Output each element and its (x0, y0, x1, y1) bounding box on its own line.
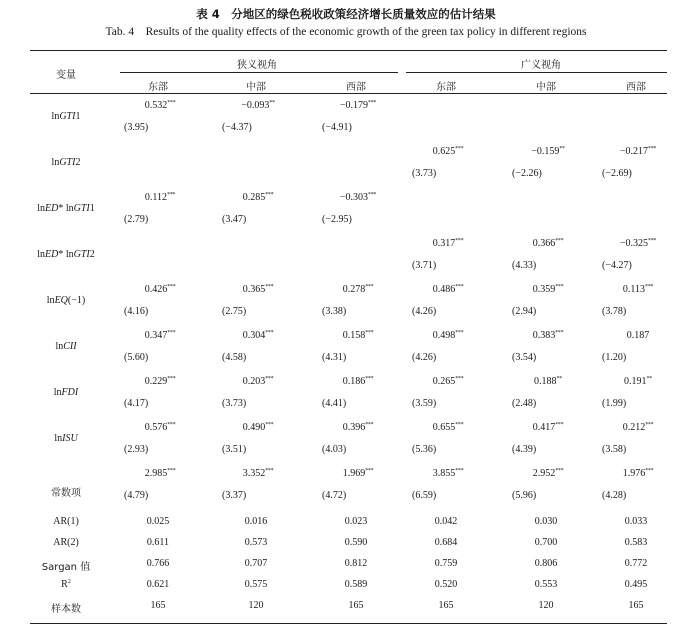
t-statistic-value: (2.48) (512, 398, 537, 409)
header-region: 东部 (436, 82, 456, 93)
t-statistic-value: (1.99) (602, 398, 627, 409)
stat-label: 样本数 (51, 604, 81, 615)
stat-value: 0.700 (534, 537, 558, 548)
row-variable-label: lnISU (54, 433, 78, 444)
t-statistic-value: (4.39) (512, 444, 537, 455)
t-statistic-value: (6.59) (412, 490, 437, 501)
stat-value: 0.042 (434, 516, 458, 527)
coefficient-value: 1.976*** (622, 468, 654, 479)
coefficient-value: −0.325*** (619, 238, 657, 249)
coefficient-value: 0.158*** (342, 330, 374, 341)
header-narrow-view: 狭义视角 (237, 60, 277, 71)
coefficient-value: −0.093** (241, 100, 275, 111)
t-statistic-value: (2.94) (512, 306, 537, 317)
coefficient-value: 0.426*** (144, 284, 176, 295)
row-variable-label: lnFDI (53, 387, 79, 398)
stat-value: 0.766 (146, 558, 170, 569)
header-region: 中部 (246, 82, 266, 93)
coefficient-value: 2.952*** (532, 468, 564, 479)
coefficient-value: 0.203*** (242, 376, 274, 387)
t-statistic-value: (4.31) (322, 352, 347, 363)
stat-value: 0.707 (244, 558, 268, 569)
coefficient-value: 0.265*** (432, 376, 464, 387)
t-statistic-value: (4.26) (412, 306, 437, 317)
coefficient-value: 0.576*** (144, 422, 176, 433)
coefficient-value: 0.625*** (432, 146, 464, 157)
t-statistic-value: (3.38) (322, 306, 347, 317)
row-variable-label: lnED* lnGTI2 (37, 249, 95, 260)
t-statistic-value: (3.78) (602, 306, 627, 317)
t-statistic-value: (2.79) (124, 214, 149, 225)
stat-label: AR(2) (53, 537, 79, 548)
t-statistic-value: (2.93) (124, 444, 149, 455)
row-variable-label: lnCII (55, 341, 77, 352)
coefficient-value: 0.417*** (532, 422, 564, 433)
stat-value: 0.016 (244, 516, 268, 527)
coefficient-value: 0.486*** (432, 284, 464, 295)
t-statistic-value: (4.33) (512, 260, 537, 271)
t-statistic-value: (4.26) (412, 352, 437, 363)
t-statistic-value: (4.03) (322, 444, 347, 455)
coefficient-value: −0.179*** (339, 100, 377, 111)
stat-value: 0.621 (146, 579, 170, 590)
t-statistic-value: (3.37) (222, 490, 247, 501)
t-statistic-value: (3.71) (412, 260, 437, 271)
stat-value: 0.575 (244, 579, 268, 590)
header-region: 东部 (148, 82, 168, 93)
t-statistic-value: (4.28) (602, 490, 627, 501)
stat-value: 165 (628, 600, 644, 611)
stat-value: 0.583 (624, 537, 648, 548)
t-statistic-value: (5.96) (512, 490, 537, 501)
stat-value: 0.589 (344, 579, 368, 590)
row-variable-label: lnEQ(−1) (46, 295, 86, 306)
stat-value: 0.759 (434, 558, 458, 569)
t-statistic-value: (4.72) (322, 490, 347, 501)
coefficient-value: 0.366*** (532, 238, 564, 249)
coefficient-value: 1.969*** (342, 468, 374, 479)
stat-value: 0.033 (624, 516, 648, 527)
coefficient-value: 0.347*** (144, 330, 176, 341)
coefficient-value: −0.159** (531, 146, 565, 157)
t-statistic-value: (−4.27) (602, 260, 632, 271)
coefficient-value: −0.217*** (619, 146, 657, 157)
t-statistic-value: (−2.26) (512, 168, 542, 179)
stat-value: 165 (150, 600, 166, 611)
coefficient-value: 0.112*** (144, 192, 176, 203)
header-region: 西部 (346, 82, 366, 93)
t-statistic-value: (4.79) (124, 490, 149, 501)
coefficient-value: 0.365*** (242, 284, 274, 295)
t-statistic-value: (2.75) (222, 306, 247, 317)
coefficient-value: 0.498*** (432, 330, 464, 341)
stat-value: 0.023 (344, 516, 368, 527)
bottom-rule (30, 623, 667, 624)
coefficient-value: 0.655*** (432, 422, 464, 433)
t-statistic-value: (5.60) (124, 352, 149, 363)
table-title-cn: 表 4 分地区的绿色税收政策经济增长质量效应的估计结果 (196, 7, 496, 21)
stat-value: 0.553 (534, 579, 558, 590)
coefficient-value: 2.985*** (144, 468, 176, 479)
coefficient-value: 0.317*** (432, 238, 464, 249)
t-statistic-value: (3.95) (124, 122, 149, 133)
coefficient-value: 0.229*** (144, 376, 176, 387)
stat-value: 0.025 (146, 516, 170, 527)
stat-value: 0.590 (344, 537, 368, 548)
header-variable: 变量 (56, 70, 76, 81)
stat-value: 0.495 (624, 579, 648, 590)
coefficient-value: 0.278*** (342, 284, 374, 295)
coefficient-value: 0.383*** (532, 330, 564, 341)
t-statistic-value: (3.47) (222, 214, 247, 225)
row-variable-label: lnGTI2 (51, 157, 81, 168)
t-statistic-value: (4.17) (124, 398, 149, 409)
stat-value: 0.611 (146, 537, 170, 548)
broad-underline (406, 72, 667, 73)
coefficient-value: 0.304*** (242, 330, 274, 341)
t-statistic-value: (4.16) (124, 306, 149, 317)
t-statistic-value: (4.58) (222, 352, 247, 363)
header-bottom-rule (30, 93, 667, 94)
stat-label: $R^2$ (61, 579, 71, 590)
t-statistic-value: (3.51) (222, 444, 247, 455)
stat-value: 165 (438, 600, 454, 611)
t-statistic-value: (3.73) (412, 168, 437, 179)
row-variable-label: lnGTI1 (51, 111, 81, 122)
table-title-en: Tab. 4 Results of the quality effects of the economic growth of the green tax policy in different regions (105, 26, 587, 38)
coefficient-value: 0.188** (534, 376, 562, 387)
stat-label: Sargan 值 (41, 562, 91, 573)
row-variable-label: lnED* lnGTI1 (37, 203, 95, 214)
coefficient-value: 0.187 (626, 330, 650, 341)
stat-value: 0.520 (434, 579, 458, 590)
header-broad-view: 广义视角 (521, 60, 561, 71)
coefficient-value: 0.359*** (532, 284, 564, 295)
stat-value: 0.684 (434, 537, 458, 548)
top-rule (30, 50, 667, 51)
stat-value: 120 (538, 600, 554, 611)
stat-value: 0.772 (624, 558, 648, 569)
coefficient-value: 3.352*** (242, 468, 274, 479)
stat-value: 165 (348, 600, 364, 611)
t-statistic-value: (5.36) (412, 444, 437, 455)
t-statistic-value: (−4.91) (322, 122, 352, 133)
t-statistic-value: (3.54) (512, 352, 537, 363)
stat-value: 0.812 (344, 558, 368, 569)
t-statistic-value: (3.73) (222, 398, 247, 409)
coefficient-value: 0.490*** (242, 422, 274, 433)
coefficient-value: 0.212*** (622, 422, 654, 433)
coefficient-value: −0.303*** (339, 192, 377, 203)
t-statistic-value: (−2.69) (602, 168, 632, 179)
stat-value: 120 (248, 600, 264, 611)
coefficient-value: 0.396*** (342, 422, 374, 433)
stat-label: AR(1) (53, 516, 79, 527)
coefficient-value: 0.532*** (144, 100, 176, 111)
narrow-underline (120, 72, 398, 73)
stat-value: 0.573 (244, 537, 268, 548)
stat-value: 0.806 (534, 558, 558, 569)
t-statistic-value: (4.41) (322, 398, 347, 409)
t-statistic-value: (−2.95) (322, 214, 352, 225)
header-region: 中部 (536, 82, 556, 93)
stat-value: 0.030 (534, 516, 558, 527)
t-statistic-value: (3.59) (412, 398, 437, 409)
header-region: 西部 (626, 82, 646, 93)
t-statistic-value: (−4.37) (222, 122, 252, 133)
row-variable-label: 常数项 (51, 488, 81, 499)
coefficient-value: 0.285*** (242, 192, 274, 203)
coefficient-value: 3.855*** (432, 468, 464, 479)
coefficient-value: 0.113*** (622, 284, 654, 295)
t-statistic-value: (1.20) (602, 352, 627, 363)
coefficient-value: 0.191** (624, 376, 652, 387)
t-statistic-value: (3.58) (602, 444, 627, 455)
coefficient-value: 0.186*** (342, 376, 374, 387)
